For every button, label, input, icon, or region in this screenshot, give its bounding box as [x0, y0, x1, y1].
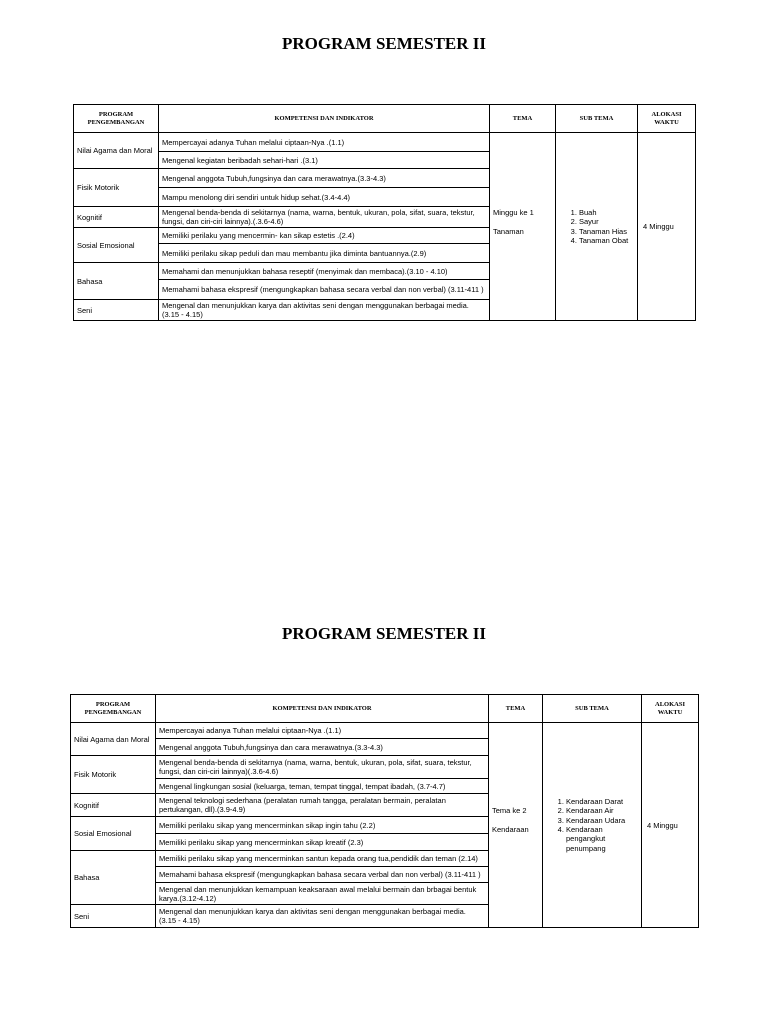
header-tema: TEMA [490, 105, 556, 133]
indicator-cell: Mengenal benda-benda di sekitarnya (nama, warna, bentuk, ukuran, pola, sifat, suara, tekstur, fungsi, dan ciri-ciri lainnya).(.3.6-4.6) [159, 207, 490, 228]
indicator-cell: Mampu menolong diri sendiri untuk hidup sehat.(3.4-4.4) [159, 188, 490, 207]
subtema-cell [543, 723, 642, 928]
program-cell: Seni [71, 905, 156, 928]
subtema-list [559, 208, 634, 246]
header-alokasi: ALOKASI WAKTU [638, 105, 696, 133]
tema-cell [489, 723, 543, 928]
header-kompetensi: KOMPETENSI DAN INDIKATOR [159, 105, 490, 133]
page-title: PROGRAM SEMESTER II [281, 34, 487, 53]
tema-week: Minggu ke 1 [493, 207, 534, 217]
list-item: 4. Kendaraan pengangkut penumpang [566, 825, 638, 853]
program-cell: Sosial Emosional [71, 817, 156, 851]
indicator-cell: Memiliki perilaku sikap peduli dan mau membantu jika diminta bantuannya.(2.9) [159, 244, 490, 263]
header-program: PROGRAM PENGEMBANGAN [74, 105, 159, 133]
header-tema: TEMA [489, 695, 543, 723]
header-subtema: SUB TEMA [543, 695, 642, 723]
header-kompetensi: KOMPETENSI DAN INDIKATOR [156, 695, 489, 723]
indicator-cell: Mengenal dan menunjukkan karya dan aktivitas seni dengan menggunakan berbagai media. (3.15 - 4.15) [159, 300, 490, 321]
tema-name: Tanaman [493, 226, 524, 236]
indicator-cell: Memahami bahasa ekspresif (mengungkapkan bahasa secara verbal dan non verbal) (3.11-411 ) [156, 867, 489, 883]
list-item: 1. Kendaraan Darat [566, 797, 638, 806]
alokasi-cell [638, 133, 696, 321]
indicator-cell: Memiliki perilaku yang mencermin- kan sikap estetis .(2.4) [159, 228, 490, 244]
list-item: 3. Tanaman Hias [579, 227, 634, 236]
indicator-cell: Memiliki perilaku sikap yang mencerminkan santun kepada orang tua,pendidik dan teman (2.14) [156, 851, 489, 867]
tema-week: Tema ke 2 [492, 806, 527, 815]
indicator-cell: Memiliki perilaku sikap yang mencerminkan sikap kreatif (2.3) [156, 834, 489, 851]
program-cell: Fisik Motorik [71, 756, 156, 794]
subtema-list [546, 797, 638, 853]
program-cell: Kognitif [71, 794, 156, 817]
program-cell: Seni [74, 300, 159, 321]
page-title: PROGRAM SEMESTER II [281, 624, 487, 643]
program-cell: Bahasa [74, 263, 159, 300]
indicator-cell: Mengenal anggota Tubuh,fungsinya dan cara merawatnya.(3.3-4.3) [156, 739, 489, 756]
indicator-cell: Memiliki perilaku sikap yang mencerminkan sikap ingin tahu (2.2) [156, 817, 489, 834]
program-cell: Nilai Agama dan Moral [74, 133, 159, 169]
indicator-cell: Mengenal dan menunjukkan kemampuan keaksaraan awal melalui bermain dan brbagai bentuk karya.(3.12-4.12) [156, 883, 489, 905]
program-table [70, 694, 699, 928]
table-header-row [71, 695, 699, 723]
table-row [71, 723, 699, 739]
list-item: 1. Buah [579, 208, 634, 217]
alokasi-value: 4 Minggu [643, 222, 674, 231]
header-alokasi: ALOKASI WAKTU [642, 695, 699, 723]
indicator-cell: Mempercayai adanya Tuhan melalui ciptaan-Nya .(1.1) [159, 133, 490, 152]
list-item: 2. Kendaraan Air [566, 806, 638, 815]
indicator-cell: Mengenal kegiatan beribadah sehari-hari .(3.1) [159, 152, 490, 169]
program-cell: Kognitif [74, 207, 159, 228]
subtema-cell [556, 133, 638, 321]
indicator-cell: Mengenal benda-benda di sekitarnya (nama, warna, bentuk, ukuran, pola, sifat, suara, tekstur, fungsi, dan ciri-ciri lainnya)(.3.6-4.6) [156, 756, 489, 779]
indicator-cell: Mengenal teknologi sederhana (peralatan rumah tangga, peralatan bermain, peralatan pertukangan, dll).(3.9-4.9) [156, 794, 489, 817]
program-table [73, 104, 696, 321]
program-cell: Fisik Motorik [74, 169, 159, 207]
indicator-cell: Mengenal lingkungan sosial (keluarga, teman, tempat tinggal, tempat ibadah, (3.7-4.7) [156, 779, 489, 794]
indicator-cell: Mempercayai adanya Tuhan melalui ciptaan-Nya .(1.1) [156, 723, 489, 739]
header-subtema: SUB TEMA [556, 105, 638, 133]
table-row [74, 133, 696, 152]
list-item: 2. Sayur [579, 217, 634, 226]
indicator-cell: Mengenal dan menunjukkan karya dan aktivitas seni dengan menggunakan berbagai media. (3.15 - 4.15) [156, 905, 489, 928]
program-cell: Sosial Emosional [74, 228, 159, 263]
alokasi-value: 4 Minggu [647, 820, 678, 830]
header-program: PROGRAM PENGEMBANGAN [71, 695, 156, 723]
indicator-cell: Memahami bahasa ekspresif (mengungkapkan bahasa secara verbal dan non verbal) (3.11-411 ) [159, 280, 490, 300]
program-cell: Bahasa [71, 851, 156, 905]
indicator-cell: Memahami dan menunjukkan bahasa reseptif (menyimak dan membaca).(3.10 - 4.10) [159, 263, 490, 280]
alokasi-cell [642, 723, 699, 928]
tema-cell [490, 133, 556, 321]
indicator-cell: Mengenal anggota Tubuh,fungsinya dan cara merawatnya.(3.3-4.3) [159, 169, 490, 188]
table-header-row [74, 105, 696, 133]
list-item: 3. Kendaraan Udara [566, 816, 638, 825]
tema-name: Kendaraan [492, 825, 529, 834]
list-item: 4. Tanaman Obat [579, 236, 634, 245]
program-cell: Nilai Agama dan Moral [71, 723, 156, 756]
